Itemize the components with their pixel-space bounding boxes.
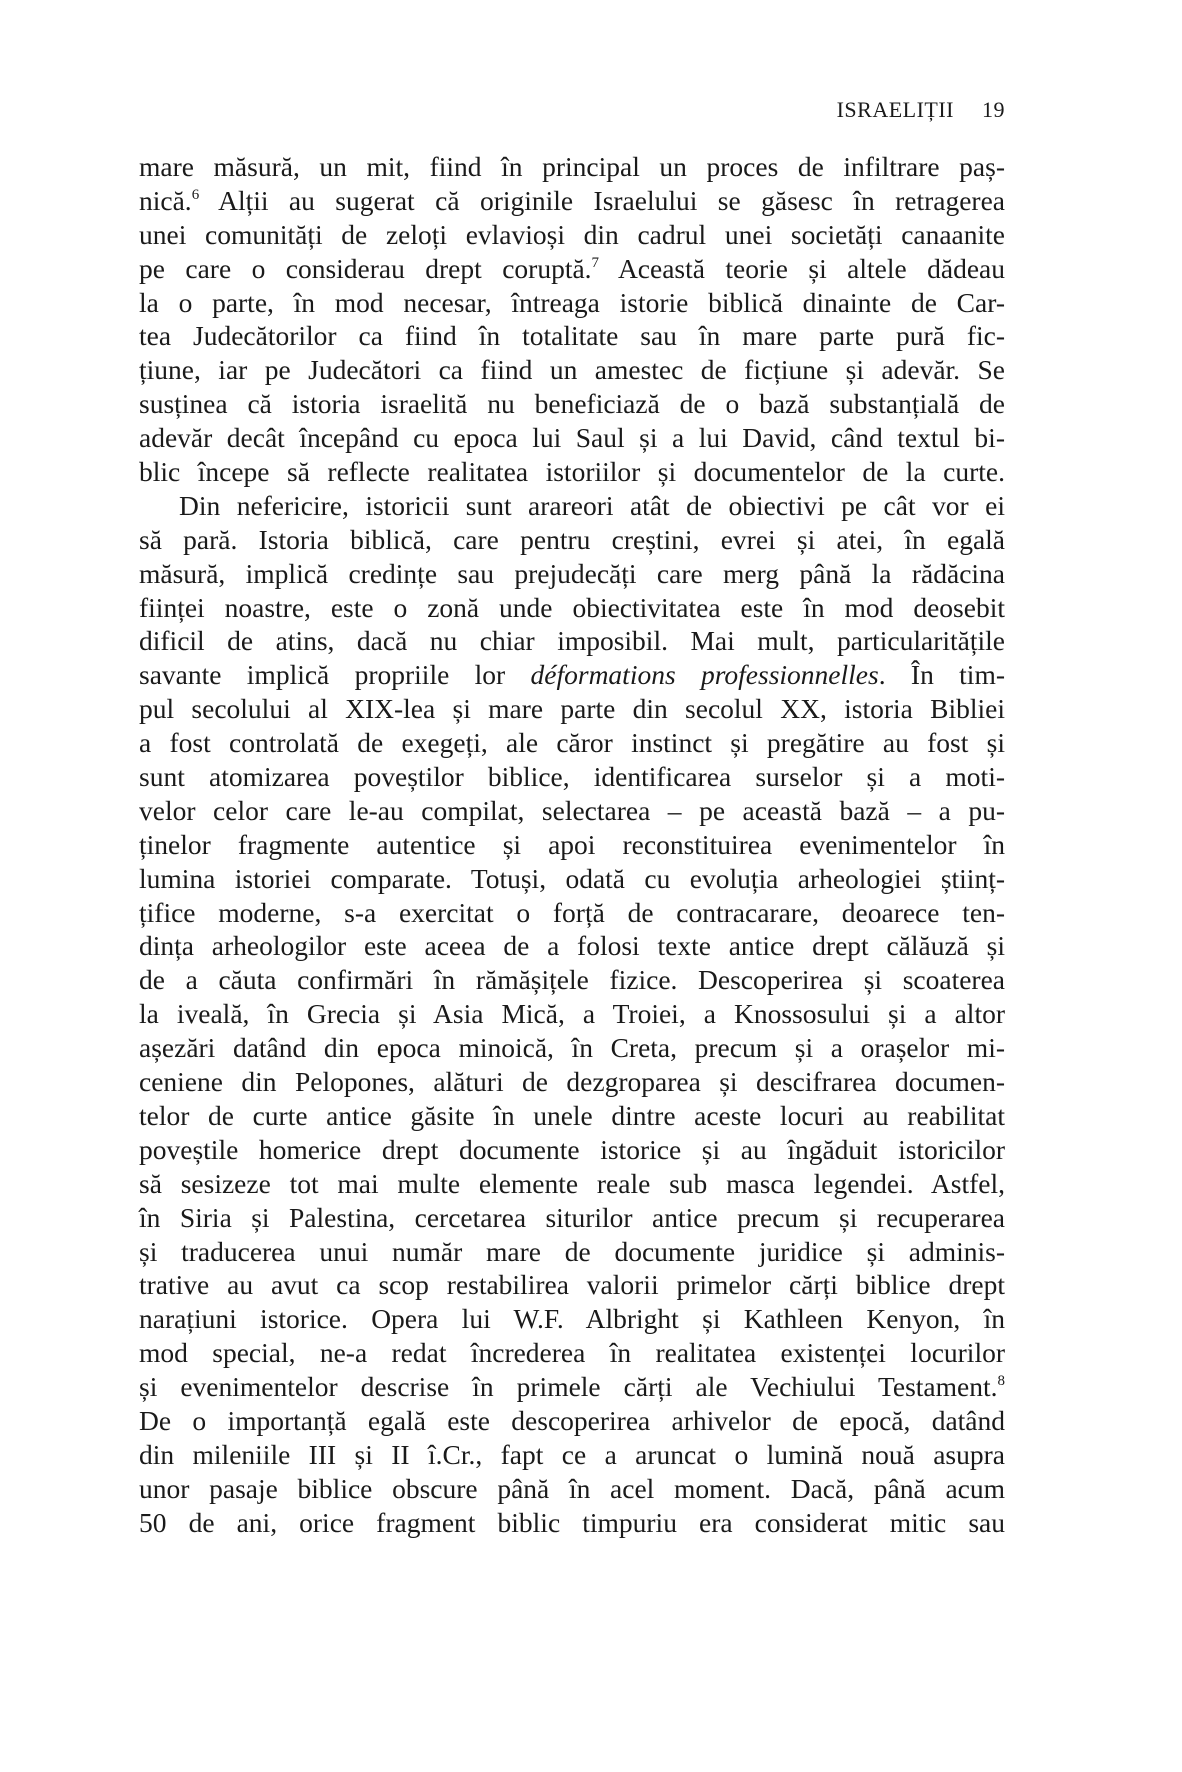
text-segment: pul secolului al XIX-lea și mare parte din secolul XX, istoria Bibliei xyxy=(139,693,1005,725)
text-segment: nică. xyxy=(139,184,192,216)
text-segment: unor pasaje biblice obscure până în acel moment. Dacă, până acum xyxy=(139,1472,1005,1504)
text-segment: poveștile homerice drept documente istorice și au îngăduit istoricilor xyxy=(139,1133,1005,1165)
running-title: ISRAELIȚII xyxy=(836,97,954,122)
text-line xyxy=(139,963,1005,997)
text-line-content xyxy=(139,150,1005,184)
text-line-content xyxy=(139,1336,1005,1370)
text-line xyxy=(139,387,1005,421)
text-segment: din mileniile III și II î.Cr., fapt ce a aruncat o lumină nouă asupra xyxy=(139,1438,1005,1470)
text-line xyxy=(139,421,1005,455)
text-line-content xyxy=(139,1404,1005,1438)
text-line-content xyxy=(139,286,1005,320)
text-line xyxy=(139,353,1005,387)
page-number: 19 xyxy=(982,97,1005,122)
text-line xyxy=(139,896,1005,930)
text-line xyxy=(139,1235,1005,1269)
text-segment: așezări datând din epoca minoică, în Creta, precum și a orașelor mi- xyxy=(139,1032,1005,1064)
text-line xyxy=(139,929,1005,963)
text-line-content xyxy=(139,557,1005,591)
text-line xyxy=(139,1268,1005,1302)
text-segment: ființei noastre, este o zonă unde obiectivitatea este în mod deosebit xyxy=(139,591,1005,623)
text-line-content xyxy=(139,1302,1005,1336)
text-line xyxy=(139,760,1005,794)
text-line xyxy=(139,1201,1005,1235)
text-line-content xyxy=(179,489,1005,523)
text-line-content xyxy=(139,218,1005,252)
text-segment: blic începe să reflecte realitatea istoriilor și documentelor de la curte. xyxy=(139,456,1005,488)
text-line xyxy=(139,828,1005,862)
text-segment: . În tim- xyxy=(878,659,1005,691)
text-line xyxy=(139,1404,1005,1438)
text-line-content xyxy=(139,591,1005,625)
text-segment: țiune, iar pe Judecători ca fiind un amestec de ficțiune și adevăr. Se xyxy=(139,354,1005,386)
text-line-content xyxy=(139,1031,1005,1065)
text-line xyxy=(139,1302,1005,1336)
text-segment: mod special, ne-a redat încrederea în realitatea existenței locurilor xyxy=(139,1337,1005,1369)
text-line-content xyxy=(139,862,1005,896)
text-line xyxy=(139,557,1005,591)
text-segment: dificil de atins, dacă nu chiar imposibil. Mai mult, particularitățile xyxy=(139,625,1005,657)
text-segment: ceniene din Pelopones, alături de dezgroparea și descifrarea documen- xyxy=(139,1066,1005,1098)
footnote-marker: 6 xyxy=(191,186,200,203)
text-segment: lumina istoriei comparate. Totuși, odată cu evoluția arheologiei științ- xyxy=(139,862,1005,894)
running-head xyxy=(138,96,1005,124)
text-line xyxy=(139,523,1005,557)
text-segment: dința arheologilor este aceea de a folosi texte antice drept călăuză și xyxy=(139,930,1005,962)
text-line-content xyxy=(139,1099,1005,1133)
text-line-content xyxy=(139,1268,1005,1302)
text-line xyxy=(139,252,1005,286)
text-line-content xyxy=(139,658,1005,692)
text-segment: a fost controlată de exegeți, ale căror instinct și pregătire au fost și xyxy=(139,727,1005,759)
text-line xyxy=(139,1506,1005,1540)
text-line xyxy=(139,184,1005,218)
text-segment: mare măsură, un mit, fiind în principal un proces de infiltrare paș- xyxy=(139,151,1005,182)
text-line xyxy=(139,692,1005,726)
text-line-content xyxy=(139,455,1005,489)
text-line-content xyxy=(139,963,1005,997)
text-line xyxy=(139,150,1005,184)
text-segment: velor celor care le-au compilat, selectarea – pe această bază – a pu- xyxy=(139,794,1005,826)
text-line xyxy=(139,319,1005,353)
text-segment: și evenimentelor descrise în primele cărți ale Vechiului Testament. xyxy=(139,1371,998,1403)
text-line-content xyxy=(139,184,1005,218)
text-line xyxy=(139,1167,1005,1201)
text-line-content xyxy=(139,624,1005,658)
text-line xyxy=(139,1133,1005,1167)
text-segment: susținea că istoria israelită nu beneficiază de o bază substanțială de xyxy=(139,388,1005,420)
text-line xyxy=(139,624,1005,658)
text-segment: trative au avut ca scop restabilirea valorii primelor cărți biblice drept xyxy=(139,1269,1005,1301)
footnote-marker: 8 xyxy=(997,1373,1005,1390)
text-line-content xyxy=(139,1167,1005,1201)
text-segment: să pară. Istoria biblică, care pentru creștini, evrei și atei, în egală xyxy=(139,523,1005,555)
text-line-content xyxy=(139,252,1005,286)
text-segment: sunt atomizarea poveștilor biblice, identificarea surselor și a moti- xyxy=(139,761,1005,793)
text-line xyxy=(139,1370,1005,1404)
text-segment: țifice moderne, s-a exercitat o forță de contracarare, deoarece ten- xyxy=(139,896,1005,928)
text-segment: telor de curte antice găsite în unele dintre aceste locuri au reabilitat xyxy=(139,1099,1005,1131)
text-line xyxy=(139,218,1005,252)
text-line-content xyxy=(139,1133,1005,1167)
text-line xyxy=(139,591,1005,625)
text-line-content xyxy=(139,997,1005,1031)
text-segment: tea Judecătorilor ca fiind în totalitate sau în mare parte pură fic- xyxy=(139,320,1005,352)
text-line-content xyxy=(139,421,1005,455)
text-line-content xyxy=(139,760,1005,794)
text-segment: savante implică propriile lor xyxy=(139,659,531,691)
text-line-content xyxy=(139,896,1005,930)
text-segment: Din nefericire, istoricii sunt arareori atât de obiectivi pe cât vor ei xyxy=(179,489,1005,521)
text-segment: pe care o considerau drept coruptă. xyxy=(139,252,592,284)
text-segment: Această teorie și altele dădeau xyxy=(599,252,1006,284)
text-segment: în Siria și Palestina, cercetarea siturilor antice precum și recuperarea xyxy=(139,1201,1005,1233)
italic-phrase: déformations professionnelles xyxy=(530,659,879,691)
text-segment: De o importanță egală este descoperirea arhivelor de epocă, datând xyxy=(139,1404,1005,1436)
text-segment: la o parte, în mod necesar, întreaga istorie biblică dinainte de Car- xyxy=(139,286,1005,318)
text-line xyxy=(139,658,1005,692)
text-segment: 50 de ani, orice fragment biblic timpuriu era considerat mitic sau xyxy=(139,1506,1005,1538)
text-line-content xyxy=(139,726,1005,760)
text-line-content xyxy=(139,828,1005,862)
text-line-content xyxy=(139,319,1005,353)
text-segment: de a căuta confirmări în rămășițele fizice. Descoperirea și scoaterea xyxy=(139,964,1005,996)
text-line xyxy=(139,726,1005,760)
text-segment: adevăr decât începând cu epoca lui Saul și a lui David, când textul bi- xyxy=(139,422,1005,454)
text-segment: narațiuni istorice. Opera lui W.F. Albright și Kathleen Kenyon, în xyxy=(139,1303,1005,1335)
body-text xyxy=(139,150,1005,1540)
text-line-content xyxy=(139,1065,1005,1099)
text-line xyxy=(139,794,1005,828)
text-line xyxy=(139,1065,1005,1099)
text-line xyxy=(139,286,1005,320)
text-line xyxy=(139,997,1005,1031)
text-line-content xyxy=(139,1235,1005,1269)
text-line-content xyxy=(139,387,1005,421)
text-line xyxy=(139,1099,1005,1133)
text-segment: unei comunități de zeloți evlavioși din cadrul unei societăți canaanite xyxy=(139,218,1005,250)
text-segment: la iveală, în Grecia și Asia Mică, a Troiei, a Knossosului și a altor xyxy=(139,998,1005,1030)
paragraph-first-line xyxy=(139,489,1005,523)
text-line-content xyxy=(139,1506,1005,1540)
text-line xyxy=(139,1438,1005,1472)
text-segment: și traducerea unui număr mare de documente juridice și adminis- xyxy=(139,1235,1005,1267)
text-line-content xyxy=(139,692,1005,726)
text-segment: ținelor fragmente autentice și apoi reconstituirea evenimentelor în xyxy=(139,828,1005,860)
text-line-content xyxy=(139,794,1005,828)
text-line-content xyxy=(139,353,1005,387)
text-segment: Alții au sugerat că originile Israelului se găsesc în retragerea xyxy=(199,184,1005,216)
text-line xyxy=(139,862,1005,896)
text-line-content xyxy=(139,929,1005,963)
text-line xyxy=(139,455,1005,489)
text-line-content xyxy=(139,523,1005,557)
text-segment: să sesizeze tot mai multe elemente reale sub masca legendei. Astfel, xyxy=(139,1167,1005,1199)
text-line xyxy=(139,1336,1005,1370)
text-line-content xyxy=(139,1201,1005,1235)
text-line xyxy=(139,1472,1005,1506)
text-line xyxy=(139,1031,1005,1065)
text-segment: măsură, implică credințe sau prejudecăți care merg până la rădăcina xyxy=(139,557,1005,589)
text-line-content xyxy=(139,1472,1005,1506)
text-line-content xyxy=(139,1438,1005,1472)
footnote-marker: 7 xyxy=(591,254,600,271)
text-line-content xyxy=(139,1370,1005,1404)
